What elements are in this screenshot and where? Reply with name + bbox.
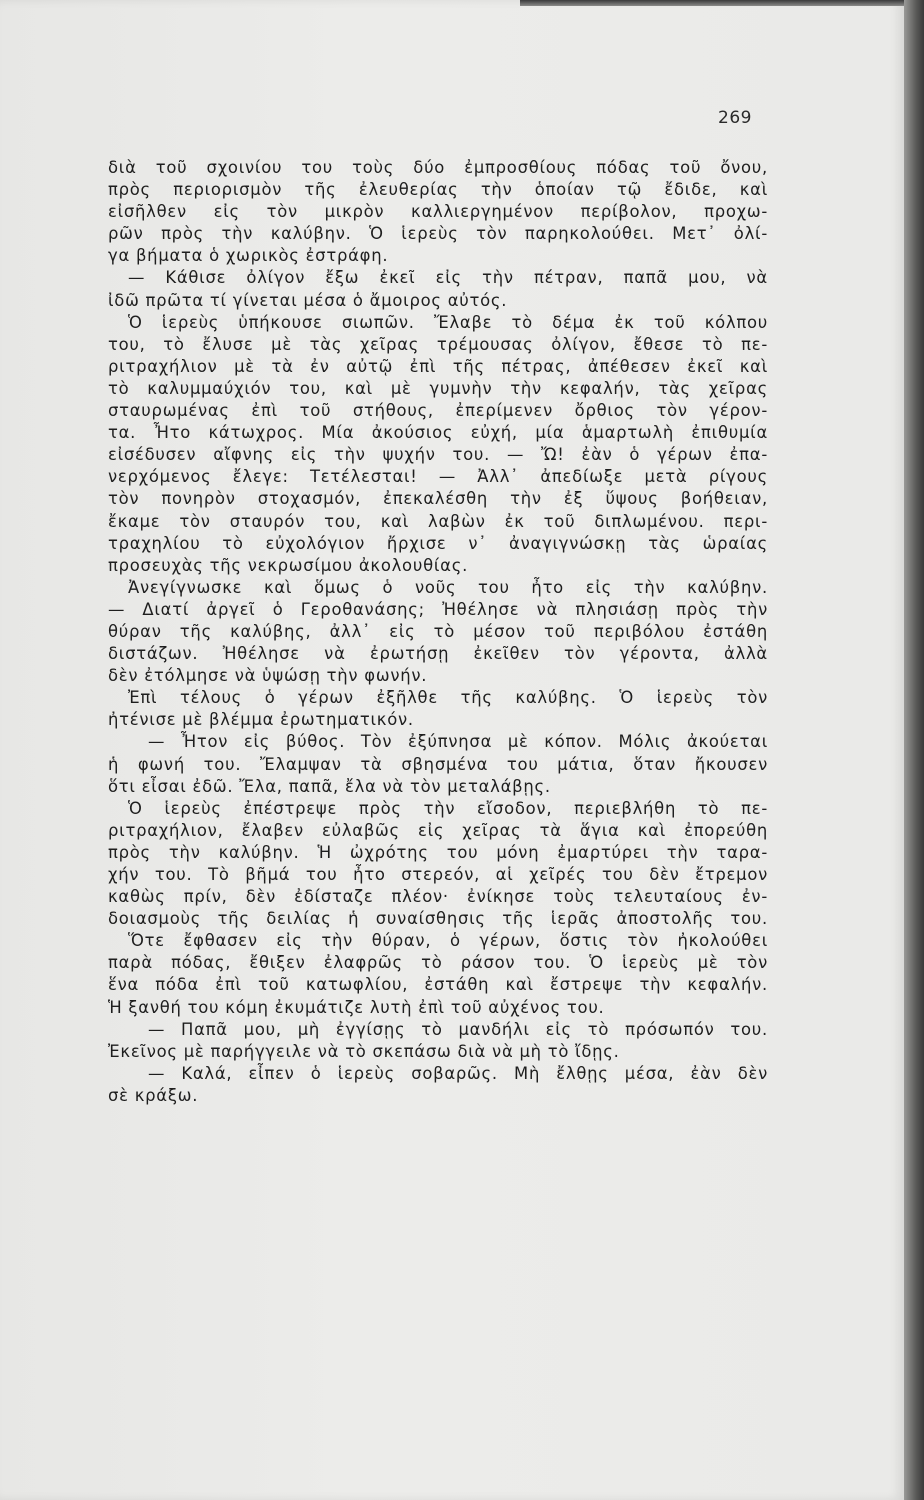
text-line: Ἡ ξανθή του κόμη ἐκυμάτιζε λυτὴ ἐπὶ τοῦ αὐχένος του. [108,997,605,1017]
body-text [108,157,768,1107]
text-line: Ὅτε ἔφθασεν εἰς τὴν θύραν, ὁ γέρων, ὅστις τὸν ἠκολούθει [128,931,768,951]
text-line: του, τὸ ἔλυσε μὲ τὰς χεῖρας τρέμουσας ὀλίγον, ἔθεσε τὸ πε- [108,334,768,354]
text-line: — Κάθισε ὀλίγον ἔξω ἐκεῖ εἰς τὴν πέτραν, παπᾶ μου, νὰ [128,268,768,288]
text-line: — Διατί ἀργεῖ ὁ Γεροθανάσης; Ἠθέλησε νὰ πλησιάσῃ πρὸς τὴν [108,599,768,619]
text-line: — Καλά, εἶπεν ὁ ἱερεὺς σοβαρῶς. Μὴ ἔλθῃς μέσα, ἐὰν δὲν [148,1063,768,1083]
text-line: ἰδῶ πρῶτα τί γίνεται μέσα ὁ ἄμοιρος αὐτός. [108,290,508,310]
text-line: Ὁ ἱερεὺς ἐπέστρεψε πρὸς τὴν εἴσοδον, περιεβλήθη τὸ πε- [128,798,768,818]
text-line: πρὸς περιορισμὸν τῆς ἐλευθερίας τὴν ὁποίαν τῷ ἔδιδε, καὶ [108,180,768,200]
text-line: σὲ κράξω. [108,1085,199,1105]
text-line: ρῶν πρὸς τὴν καλύβην. Ὁ ἱερεὺς τὸν παρηκολούθει. Μετ᾽ ὀλί- [108,224,768,244]
text-line: ὅτι εἶσαι ἐδῶ. Ἔλα, παπᾶ, ἔλα νὰ τὸν μεταλάβῃς. [108,776,551,796]
text-line: τα. Ἦτο κάτωχρος. Μία ἀκούσιος εὐχή, μία ἁμαρτωλὴ ἐπιθυμία [108,423,768,443]
text-line: προσευχὰς τῆς νεκρωσίμου ἀκολουθίας. [108,555,469,575]
page-number: 269 [718,108,752,128]
text-line: νερχόμενος ἔλεγε: Τετέλεσται! — Ἀλλ᾽ ἀπεδίωξε μετὰ ρίγους [108,467,768,487]
text-line: σταυρωμένας ἐπὶ τοῦ στήθους, ἐπερίμενεν ὄρθιος τὸν γέρον- [108,401,768,421]
text-line: ἔκαμε τὸν σταυρόν του, καὶ λαβὼν ἐκ τοῦ διπλωμένου. περι- [108,511,768,531]
scan-edge-top [520,0,904,6]
text-line: εἰσῆλθεν εἰς τὸν μικρὸν καλλιεργημένον περίβολον, προχω- [108,202,768,222]
text-line: πρὸς τὴν καλύβην. Ἡ ὠχρότης του μόνη ἐμαρτύρει τὴν ταρα- [108,842,768,862]
text-line: ἡ φωνή του. Ἔλαμψαν τὰ σβησμένα του μάτια, ὅταν ἤκουσεν [108,754,768,774]
text-line: Ἐκεῖνος μὲ παρήγγειλε νὰ τὸ σκεπάσω διὰ νὰ μὴ τὸ ἴδῃς. [108,1041,620,1061]
text-line: τραχηλίου τὸ εὐχολόγιον ἤρχισε ν᾽ ἀναγιγνώσκῃ τὰς ὡραίας [108,533,768,553]
text-line: παρὰ πόδας, ἔθιξεν ἐλαφρῶς τὸ ράσον του. Ὁ ἱερεὺς μὲ τὸν [108,953,768,973]
text-line: καθὼς πρίν, δὲν ἐδίσταζε πλέον· ἐνίκησε τοὺς τελευταίους ἐν- [108,887,768,907]
text-line: Ἐπὶ τέλους ὁ γέρων ἐξῆλθε τῆς καλύβης. Ὁ ἱερεὺς τὸν [128,688,768,708]
text-line: γα βήματα ὁ χωρικὸς ἐστράφη. [108,246,389,266]
text-line: ριτραχήλιον μὲ τὰ ἐν αὐτῷ ἐπὶ τῆς πέτρας, ἀπέθεσεν ἐκεῖ καὶ [108,356,768,376]
text-line: δὲν ἐτόλμησε νὰ ὑψώσῃ τὴν φωνήν. [108,666,428,686]
text-line: θύραν τῆς καλύβης, ἀλλ᾽ εἰς τὸ μέσον τοῦ περιβόλου ἐστάθη [108,621,768,641]
text-line: ἠτένισε μὲ βλέμμα ἐρωτηματικόν. [108,710,414,730]
text-line: — Παπᾶ μου, μὴ ἐγγίσῃς τὸ μανδήλι εἰς τὸ πρόσωπόν του. [148,1019,768,1039]
text-line: ριτραχήλιον, ἔλαβεν εὐλαβῶς εἰς χεῖρας τὰ ἅγια καὶ ἐπορεύθη [108,820,768,840]
text-line: Ὁ ἱερεὺς ὑπήκουσε σιωπῶν. Ἔλαβε τὸ δέμα ἐκ τοῦ κόλπου [128,312,768,332]
text-line: τὸ καλυμμαύχιόν του, καὶ μὲ γυμνὴν τὴν κεφαλήν, τὰς χεῖρας [108,378,768,398]
text-line: τὸν πονηρὸν στοχασμόν, ἐπεκαλέσθη τὴν ἐξ ὕψους βοήθειαν, [108,489,768,509]
text-line: διὰ τοῦ σχοινίου του τοὺς δύο ἐμπροσθίους πόδας τοῦ ὄνου, [108,158,768,177]
scan-edge-right [904,0,924,1500]
text-line: χήν του. Τὸ βῆμά του ἦτο στερεόν, αἱ χεῖρές του δὲν ἔτρεμον [108,865,768,884]
text-line: δοιασμοὺς τῆς δειλίας ἡ συναίσθησις τῆς ἱερᾶς ἀποστολῆς του. [108,909,768,929]
text-line: ἕνα πόδα ἐπὶ τοῦ κατωφλίου, ἐστάθη καὶ ἔστρεψε τὴν κεφαλήν. [108,975,768,995]
text-line: εἰσέδυσεν αἴφνης εἰς τὴν ψυχήν του. — Ὤ! ἐὰν ὁ γέρων ἐπα- [108,445,768,465]
text-line: — Ἦτον εἰς βύθος. Τὸν ἐξύπνησα μὲ κόπον. Μόλις ἀκούεται [148,732,768,752]
text-line: Ἀνεγίγνωσκε καὶ ὅμως ὁ νοῦς του ἦτο εἰς τὴν καλύβην. [128,577,768,597]
text-line: διστάζων. Ἠθέλησε νὰ ἐρωτήσῃ ἐκεῖθεν τὸν γέροντα, ἀλλὰ [108,644,768,664]
